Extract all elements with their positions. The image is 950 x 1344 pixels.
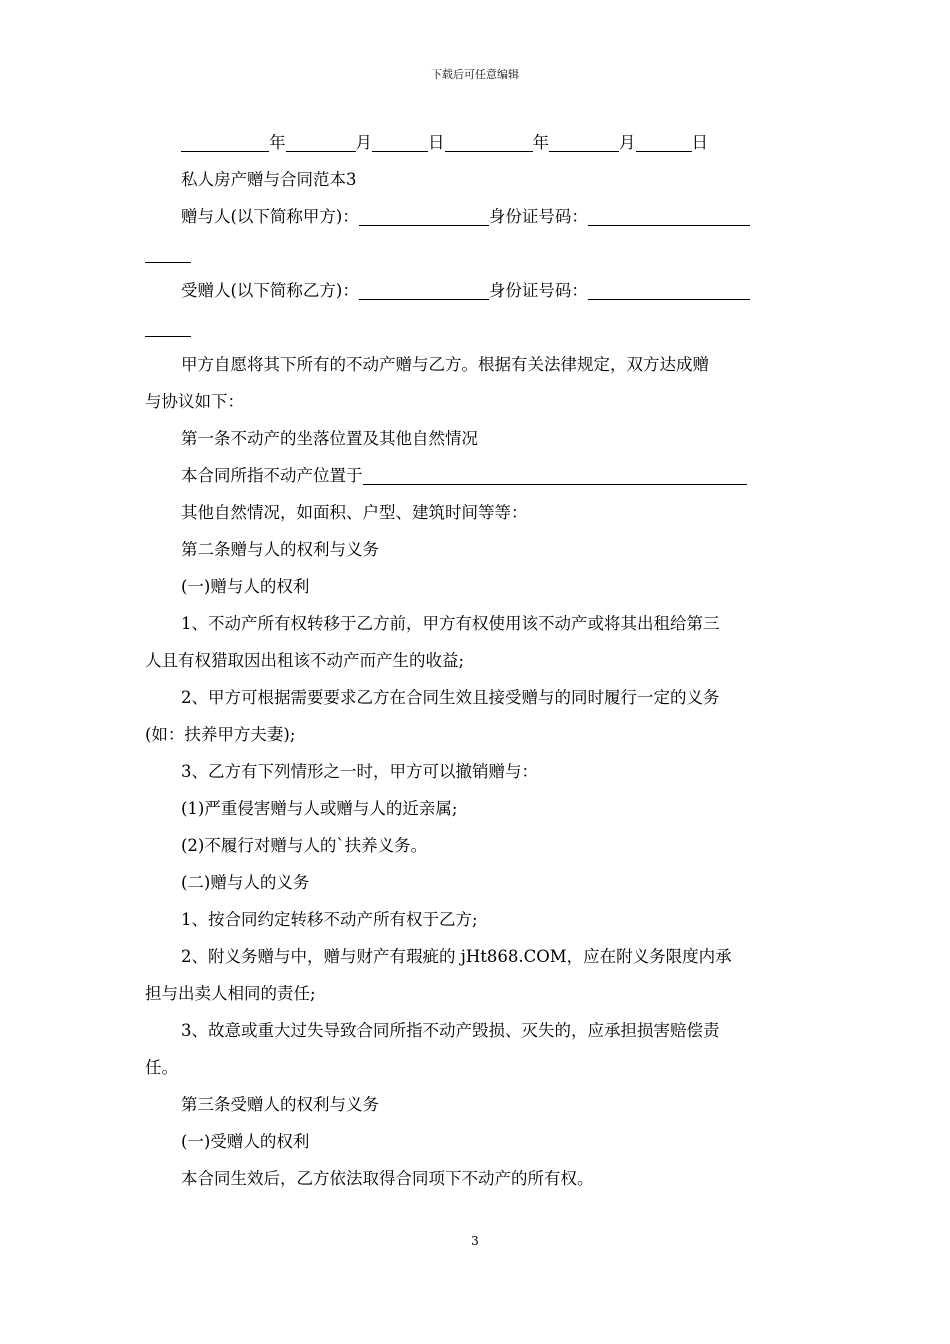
contract-title: 私人房产赠与合同范本3 xyxy=(181,170,357,189)
article-3-heading: 第三条受赠人的权利与义务 xyxy=(181,1095,379,1114)
duty-3-cont: 任。 xyxy=(145,1058,178,1077)
right-3-item-2: (2)不履行对赠与人的`扶养义务。 xyxy=(181,836,428,855)
duty-2: 2、附义务赠与中，赠与财产有瑕疵的 jHt868.COM，应在附义务限度内承 xyxy=(181,947,732,966)
duty-1: 1、按合同约定转移不动产所有权于乙方; xyxy=(181,910,478,929)
article-2-heading: 第二条赠与人的权利与义务 xyxy=(181,540,379,559)
location-line: 本合同所指不动产位置于 xyxy=(145,457,808,494)
other-conditions: 其他自然情况，如面积、户型、建筑时间等等： xyxy=(181,503,528,522)
date-line: 年 月 日 年 月 日 xyxy=(145,124,808,161)
article-1-heading: 第一条不动产的坐落位置及其他自然情况 xyxy=(181,429,478,448)
donor-line-continued xyxy=(145,235,808,272)
right-1: 1、不动产所有权转移于乙方前，甲方有权使用该不动产或将其出租给第三 xyxy=(181,614,720,633)
duty-3: 3、故意或重大过失导致合同所指不动产毁损、灭失的，应承担损害赔偿责 xyxy=(181,1021,720,1040)
section-donor-duties: (二)赠与人的义务 xyxy=(181,873,310,892)
intro-paragraph: 甲方自愿将其下所有的不动产赠与乙方。根据有关法律规定，双方达成赠 xyxy=(181,355,709,374)
right-2-cont: (如：扶养甲方夫妻); xyxy=(145,725,296,744)
donee-line: 受赠人(以下简称乙方)： 身份证号码： xyxy=(145,272,808,309)
section-donor-rights: (一)赠与人的权利 xyxy=(181,577,310,596)
donee-right-1: 本合同生效后，乙方依法取得合同项下不动产的所有权。 xyxy=(181,1169,594,1188)
page-header: 下载后可任意编辑 xyxy=(431,68,519,81)
donor-line: 赠与人(以下简称甲方)： 身份证号码： xyxy=(145,198,808,235)
right-3-item-1: (1)严重侵害赠与人或赠与人的近亲属; xyxy=(181,799,458,818)
right-1-cont: 人且有权猎取因出租该不动产而产生的收益; xyxy=(145,651,465,670)
section-donee-rights: (一)受赠人的权利 xyxy=(181,1132,310,1151)
duty-2-cont: 担与出卖人相同的责任; xyxy=(145,984,316,1003)
document-body xyxy=(145,124,808,1197)
donee-line-continued xyxy=(145,309,808,346)
right-2: 2、甲方可根据需要要求乙方在合同生效且接受赠与的同时履行一定的义务 xyxy=(181,688,720,707)
intro-paragraph-cont: 与协议如下： xyxy=(145,392,244,411)
right-3: 3、乙方有下列情形之一时，甲方可以撤销赠与： xyxy=(181,762,538,781)
page-number: 3 xyxy=(471,1234,479,1248)
